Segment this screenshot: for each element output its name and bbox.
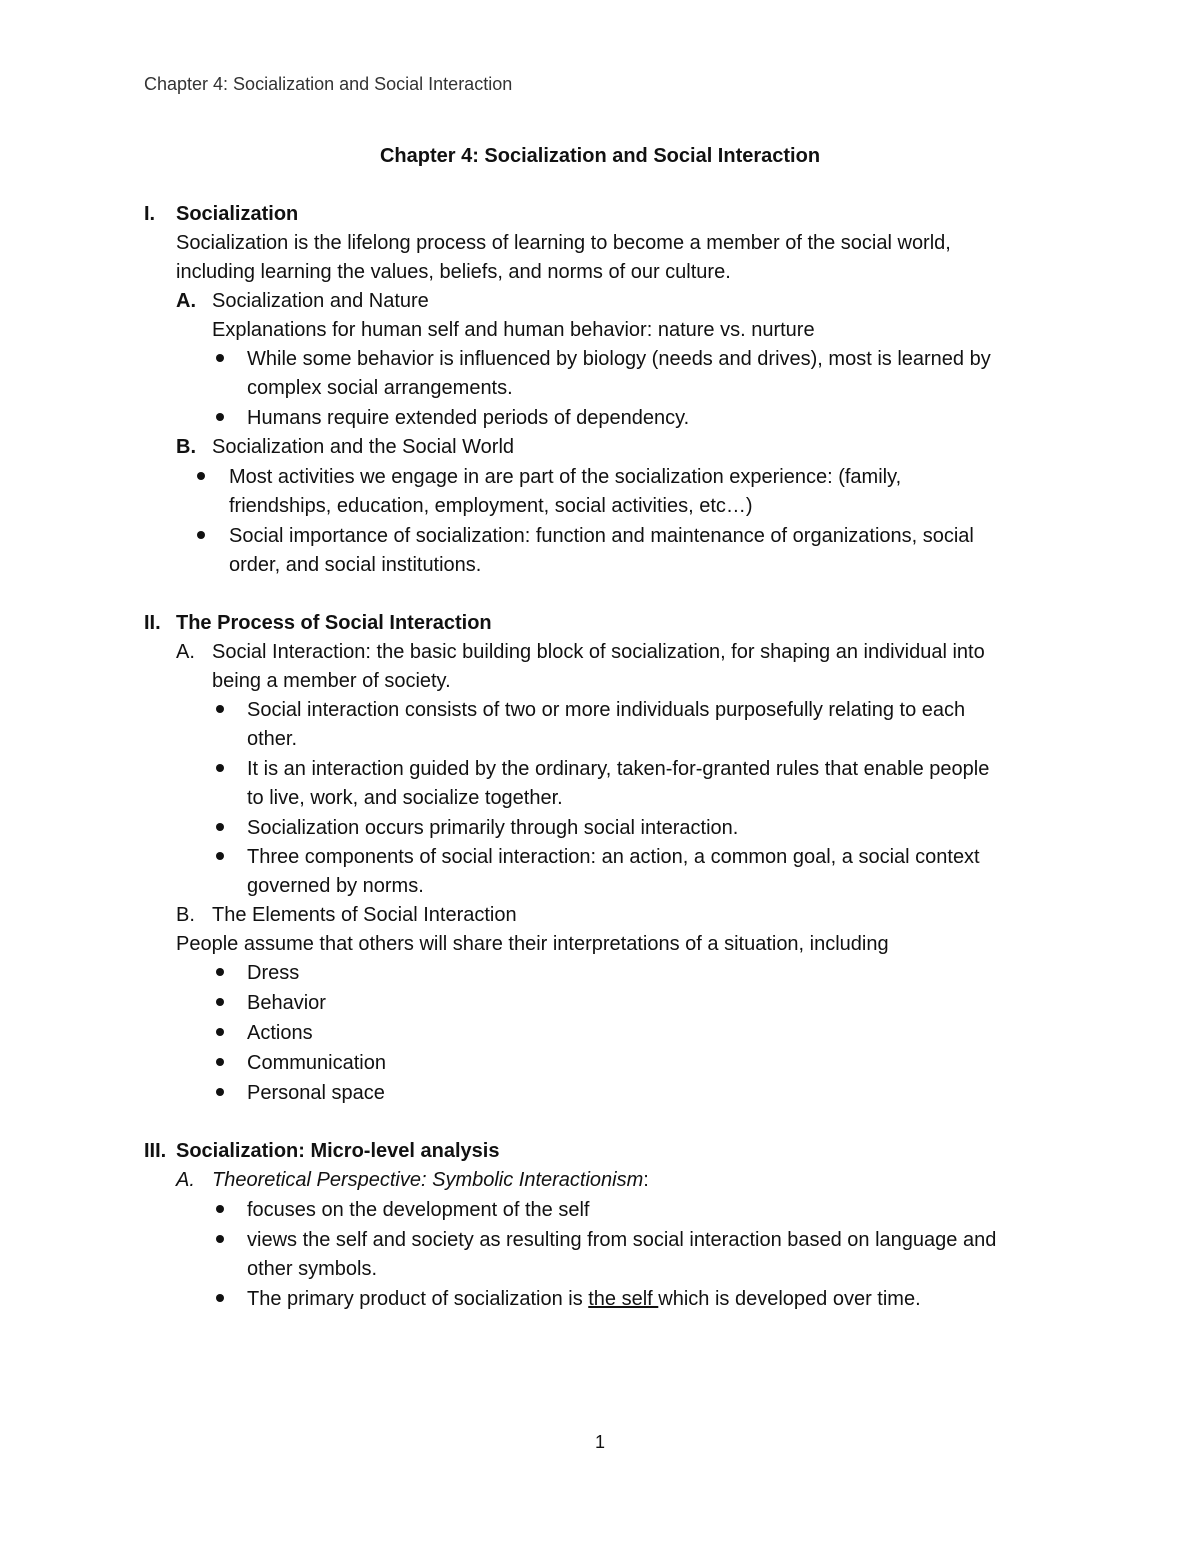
list-item: Three components of social interaction: an action, a common goal, a social context [247,846,980,868]
list-item-continuation: governed by norms. [247,875,424,897]
section-2-a-text: Social Interaction: the basic building block of socialization, for shaping an individual into [212,641,985,663]
section-2-b-title: The Elements of Social Interaction [212,904,517,926]
section-2-b-description: People assume that others will share their interpretations of a situation, including [176,933,889,955]
section-1-numeral: I. [144,203,156,225]
list-item: Most activities we engage in are part of the socialization experience: (family, [229,466,902,488]
list-item: views the self and society as resulting from social interaction based on language and [247,1229,997,1251]
bullet-icon [216,354,224,362]
bullet-icon [197,531,205,539]
bullet-icon [216,764,224,772]
section-2-heading: The Process of Social Interaction [176,612,492,634]
section-1-a-title: Socialization and Nature [212,290,429,312]
list-item: Actions [247,1022,313,1044]
list-item: focuses on the development of the self [247,1199,590,1221]
section-2-numeral: II. [144,612,161,634]
page-title: Chapter 4: Socialization and Social Interaction [379,145,821,167]
page-number: 1 [594,1432,605,1452]
list-item [247,1285,921,1313]
list-item: Dress [247,962,300,984]
list-item-continuation: other symbols. [247,1258,378,1280]
list-item: Socialization occurs primarily through social interaction. [247,817,739,839]
section-1-b-marker: B. [176,436,196,458]
bullet-icon [216,1088,224,1096]
section-1-a-description: Explanations for human self and human behavior: nature vs. nurture [212,319,815,341]
list-item: While some behavior is influenced by biology (needs and drives), most is learned by [247,348,991,370]
bullet-icon [216,1294,224,1302]
list-item-continuation: other. [247,728,298,750]
section-3-numeral: III. [144,1140,167,1162]
section-1-b-title: Socialization and the Social World [212,436,515,458]
bullet-icon [216,998,224,1006]
list-item: Communication [247,1052,386,1074]
section-2-a-marker: A. [176,641,195,663]
list-item: Social importance of socialization: function and maintenance of organizations, social [229,525,974,547]
bullet-icon [216,823,224,831]
list-item: Social interaction consists of two or more individuals purposefully relating to each [247,699,966,721]
section-3-a-colon: : [643,1169,649,1191]
section-2-b-marker: B. [176,904,195,926]
list-item: Personal space [247,1082,385,1104]
bullet-icon [216,705,224,713]
list-item-continuation: order, and social institutions. [229,554,482,576]
list-item-text: The primary product of socialization is [247,1288,589,1310]
list-item-continuation: complex social arrangements. [247,377,513,399]
list-item-text: which is developed over time. [658,1288,921,1310]
section-3-a-title: Theoretical Perspective: Symbolic Interactionism [212,1169,644,1191]
list-item-continuation: to live, work, and socialize together. [247,787,563,809]
bullet-icon [216,1058,224,1066]
list-item: It is an interaction guided by the ordinary, taken-for-granted rules that enable people [247,758,990,780]
section-1-intro-line: Socialization is the lifelong process of learning to become a member of the social world, [176,232,951,254]
section-3-heading: Socialization: Micro-level analysis [176,1140,500,1162]
bullet-icon [216,1205,224,1213]
bullet-icon [197,472,205,480]
bullet-icon [216,413,224,421]
list-item: Behavior [247,992,326,1014]
section-1-heading: Socialization [176,203,299,225]
underlined-term: the self [588,1288,659,1310]
running-header: Chapter 4: Socialization and Social Interaction [144,74,513,94]
section-3-a-marker: A. [176,1169,195,1191]
section-2-a-text: being a member of society. [212,670,451,692]
list-item: Humans require extended periods of dependency. [247,407,690,429]
section-3-a-title-line [212,1166,649,1194]
bullet-icon [216,1028,224,1036]
list-item-continuation: friendships, education, employment, social activities, etc…) [229,495,753,517]
bullet-icon [216,852,224,860]
bullet-icon [216,968,224,976]
bullet-icon [216,1235,224,1243]
section-1-intro-line: including learning the values, beliefs, and norms of our culture. [176,261,731,283]
section-1-a-marker: A. [176,290,196,312]
